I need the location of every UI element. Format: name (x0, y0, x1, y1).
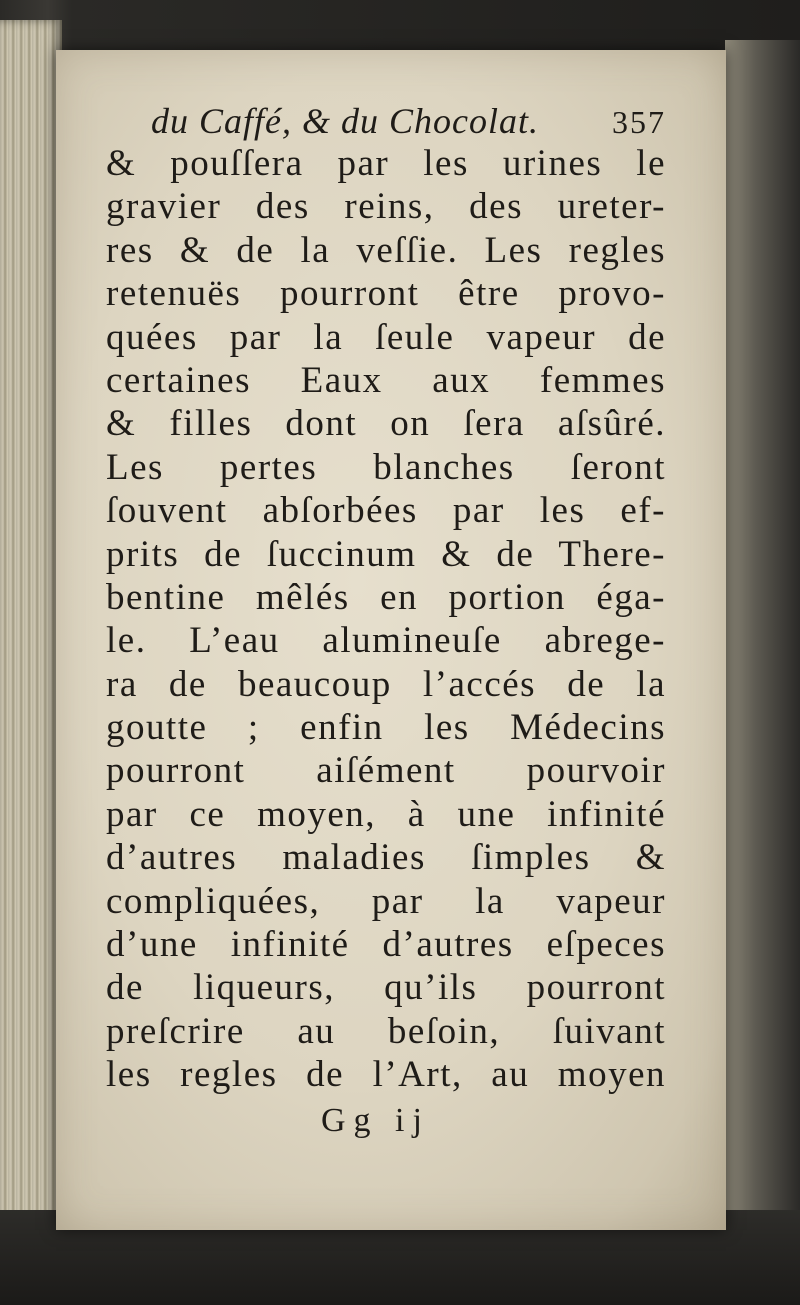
text-line: preſcrire au beſoin, ſuivant (106, 1010, 666, 1052)
text-line: & filles dont on ſera aſsûré. (106, 403, 666, 445)
text-line: d’une infinité d’autres eſpeces (106, 924, 666, 966)
page-text (106, 100, 666, 1141)
page-stack-edge (0, 20, 62, 1250)
text-line: goutte ; enfin les Médecins (106, 707, 666, 749)
text-line: prits de ſuccinum & de There- (106, 533, 666, 575)
text-line: ra de beaucoup l’accés de la (106, 663, 666, 705)
signature-mark: Gg ij (321, 1101, 430, 1139)
text-line: ſouvent abſorbées par les ef- (106, 490, 666, 532)
text-line: Les pertes blanches ſeront (106, 446, 666, 488)
text-line: par ce moyen, à une infinité (106, 793, 666, 835)
text-line: bentine mêlés en portion éga- (106, 576, 666, 618)
running-head-title: du Caffé, & du Chocolat. (151, 101, 539, 141)
text-line: quées par la ſeule vapeur de (106, 316, 666, 358)
text-line: res & de la veſſie. Les regles (106, 229, 666, 271)
text-line: retenuës pourront être provo- (106, 273, 666, 315)
running-head (106, 100, 666, 142)
text-line: & pouſſera par les urines le (106, 143, 666, 184)
text-line: gravier des reins, des ureter- (106, 186, 666, 228)
book-page (56, 50, 726, 1230)
text-line: d’autres maladies ſimples & (106, 837, 666, 879)
text-line: le. L’eau alumineuſe abrege- (106, 620, 666, 662)
book-cover-edge (725, 40, 800, 1280)
text-line: pourront aiſément pourvoir (106, 750, 666, 792)
page-number: 357 (612, 104, 666, 140)
text-line: certaines Eaux aux femmes (106, 359, 666, 401)
text-line: de liqueurs, qu’ils pourront (106, 967, 666, 1009)
text-line: compliquées, par la vapeur (106, 880, 666, 922)
text-line: les regles de l’Art, au moyen (106, 1054, 666, 1096)
